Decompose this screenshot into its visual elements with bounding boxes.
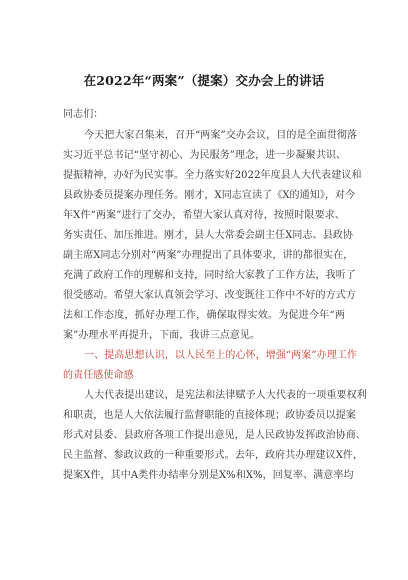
paragraph-line: 务实责任、加压推进。刚才，县人大常委会副主任X同志、县政协: [63, 230, 354, 241]
paragraph-line: 副主席X同志分别对“两案”办理提出了具体要求，讲的都很实在，: [63, 250, 354, 261]
paragraph-line: 法和工作态度，抓好办理工作，确保取得实效。为促进今年“两: [63, 310, 345, 321]
paragraph-line: 提案X件，其中A类件办结率分别是X%和X%，回复率、满意率均: [63, 470, 354, 481]
paragraph-line: 案”办理水平再提升，下面，我讲三点意见。: [63, 330, 261, 341]
paragraph-line: 今天把大家召集来，召开“两案”交办会议，目的是全面贯彻落: [84, 130, 358, 141]
paragraph-line: 很受感动。希望大家认真领会学习、改变既往工作中不好的方式方: [63, 290, 356, 301]
section-heading: 一、提高思想认识，以人民至上的心怀，增强“两案”办理工作: [84, 350, 358, 361]
paragraph-line: 形式对县委、县政府各项工作提出意见，是人民政协发挥政治协商、: [63, 430, 366, 441]
paragraph-line: 年X件“两案”进行了交办，希望大家认真对待，按照时限要求、: [63, 210, 345, 221]
paragraph-line: 和职责，也是人大依法履行监督职能的直接体现；政协委员以提案: [63, 410, 356, 421]
paragraph-line: 充满了政府工作的理解和支持，同时给大家教了工作方法，我听了: [63, 270, 356, 281]
paragraph-line: 人大代表提出建议，是宪法和法律赋予人大代表的一项重要权利: [84, 390, 367, 401]
paragraph-line: 县政协委员提案办理任务。刚才，X同志宣读了《X的通知》，对今: [63, 190, 356, 201]
salutation: 同志们：: [63, 109, 104, 120]
page-title: 在2022年“两案”（提案）交办会上的讲话: [83, 73, 325, 88]
paragraph-line: 提振精神，办好为民实事。全力落实好2022年度县人大代表建议和: [63, 170, 362, 181]
paragraph-line: 实习近平总书记“坚守初心、为民服务”理念，进一步凝聚共识、: [63, 150, 347, 161]
paragraph-line: 民主监督、参政议政的一种重要形式。去年，政府共办理建议X件，: [63, 450, 364, 461]
section-heading: 的责任感使命感: [63, 370, 134, 381]
